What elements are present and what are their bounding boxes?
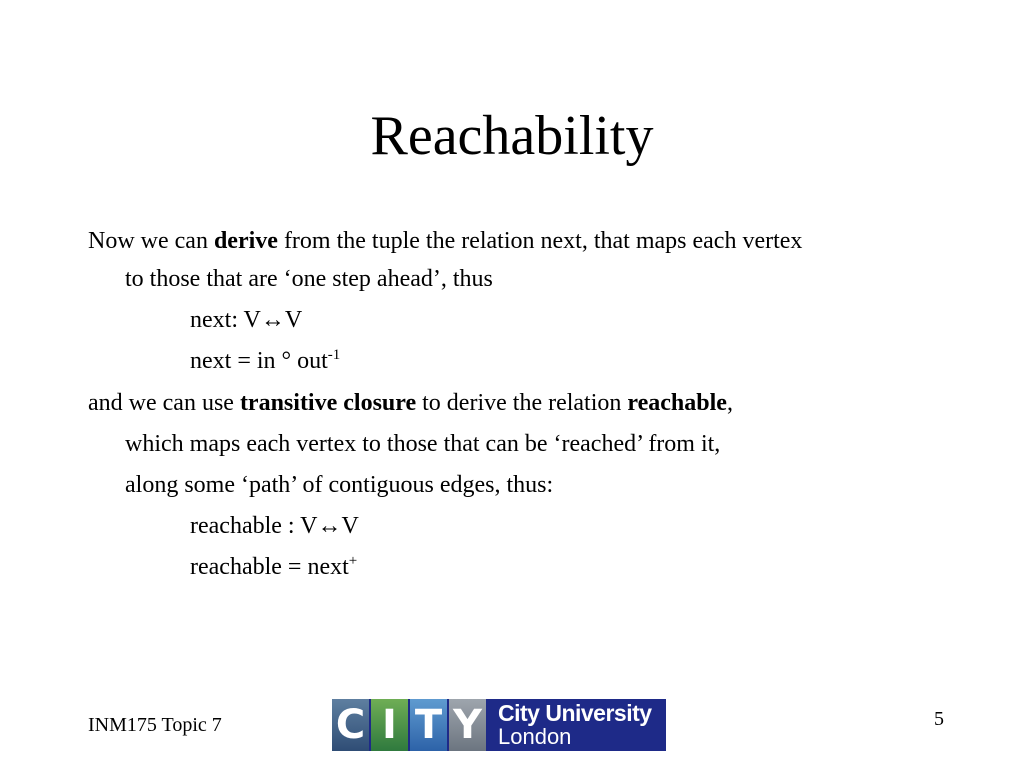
- page-number: 5: [934, 708, 944, 730]
- footer-course-label: INM175 Topic 7: [88, 714, 222, 736]
- body-line-1: [88, 226, 802, 256]
- next-definition: [190, 346, 340, 376]
- text-segment: Now we can: [88, 228, 214, 254]
- text-segment: and we can use: [88, 390, 240, 416]
- body-line-7: along some ‘path’ of contiguous edges, thus:: [125, 472, 554, 498]
- logo-letter-y: Y: [449, 699, 488, 751]
- body-line-6: which maps each vertex to those that can be ‘reached’ from it,: [125, 431, 721, 457]
- logo-letter-i: I: [371, 699, 410, 751]
- logo-letter-t: T: [410, 699, 449, 751]
- text-segment: from the tuple the relation next, that maps each vertex: [277, 228, 803, 254]
- superscript-inverse: -1: [327, 347, 341, 363]
- logo-wordmark: [488, 699, 666, 751]
- bold-term-reachable: reachable: [627, 390, 727, 416]
- text-segment: reachable = next: [190, 554, 349, 580]
- bold-term-transitive-closure: transitive closure: [239, 390, 417, 416]
- bold-term-derive: derive: [213, 228, 278, 254]
- logo-line-london: London: [498, 724, 572, 749]
- logo-line-university: City University: [498, 700, 652, 726]
- text-segment: to derive the relation: [416, 390, 628, 416]
- next-signature: next: V↔V: [190, 307, 303, 333]
- body-line-5: [88, 388, 733, 418]
- city-university-logo: [332, 699, 666, 751]
- slide-title: Reachability: [370, 105, 654, 167]
- superscript-plus: +: [348, 553, 358, 569]
- reachable-definition: [190, 552, 357, 582]
- body-line-2: to those that are ‘one step ahead’, thus: [125, 266, 493, 292]
- reachable-signature: reachable : V↔V: [190, 513, 359, 539]
- logo-letter-c: C: [332, 699, 371, 751]
- text-segment: next = in ° out: [190, 348, 328, 374]
- text-segment: ,: [726, 390, 733, 416]
